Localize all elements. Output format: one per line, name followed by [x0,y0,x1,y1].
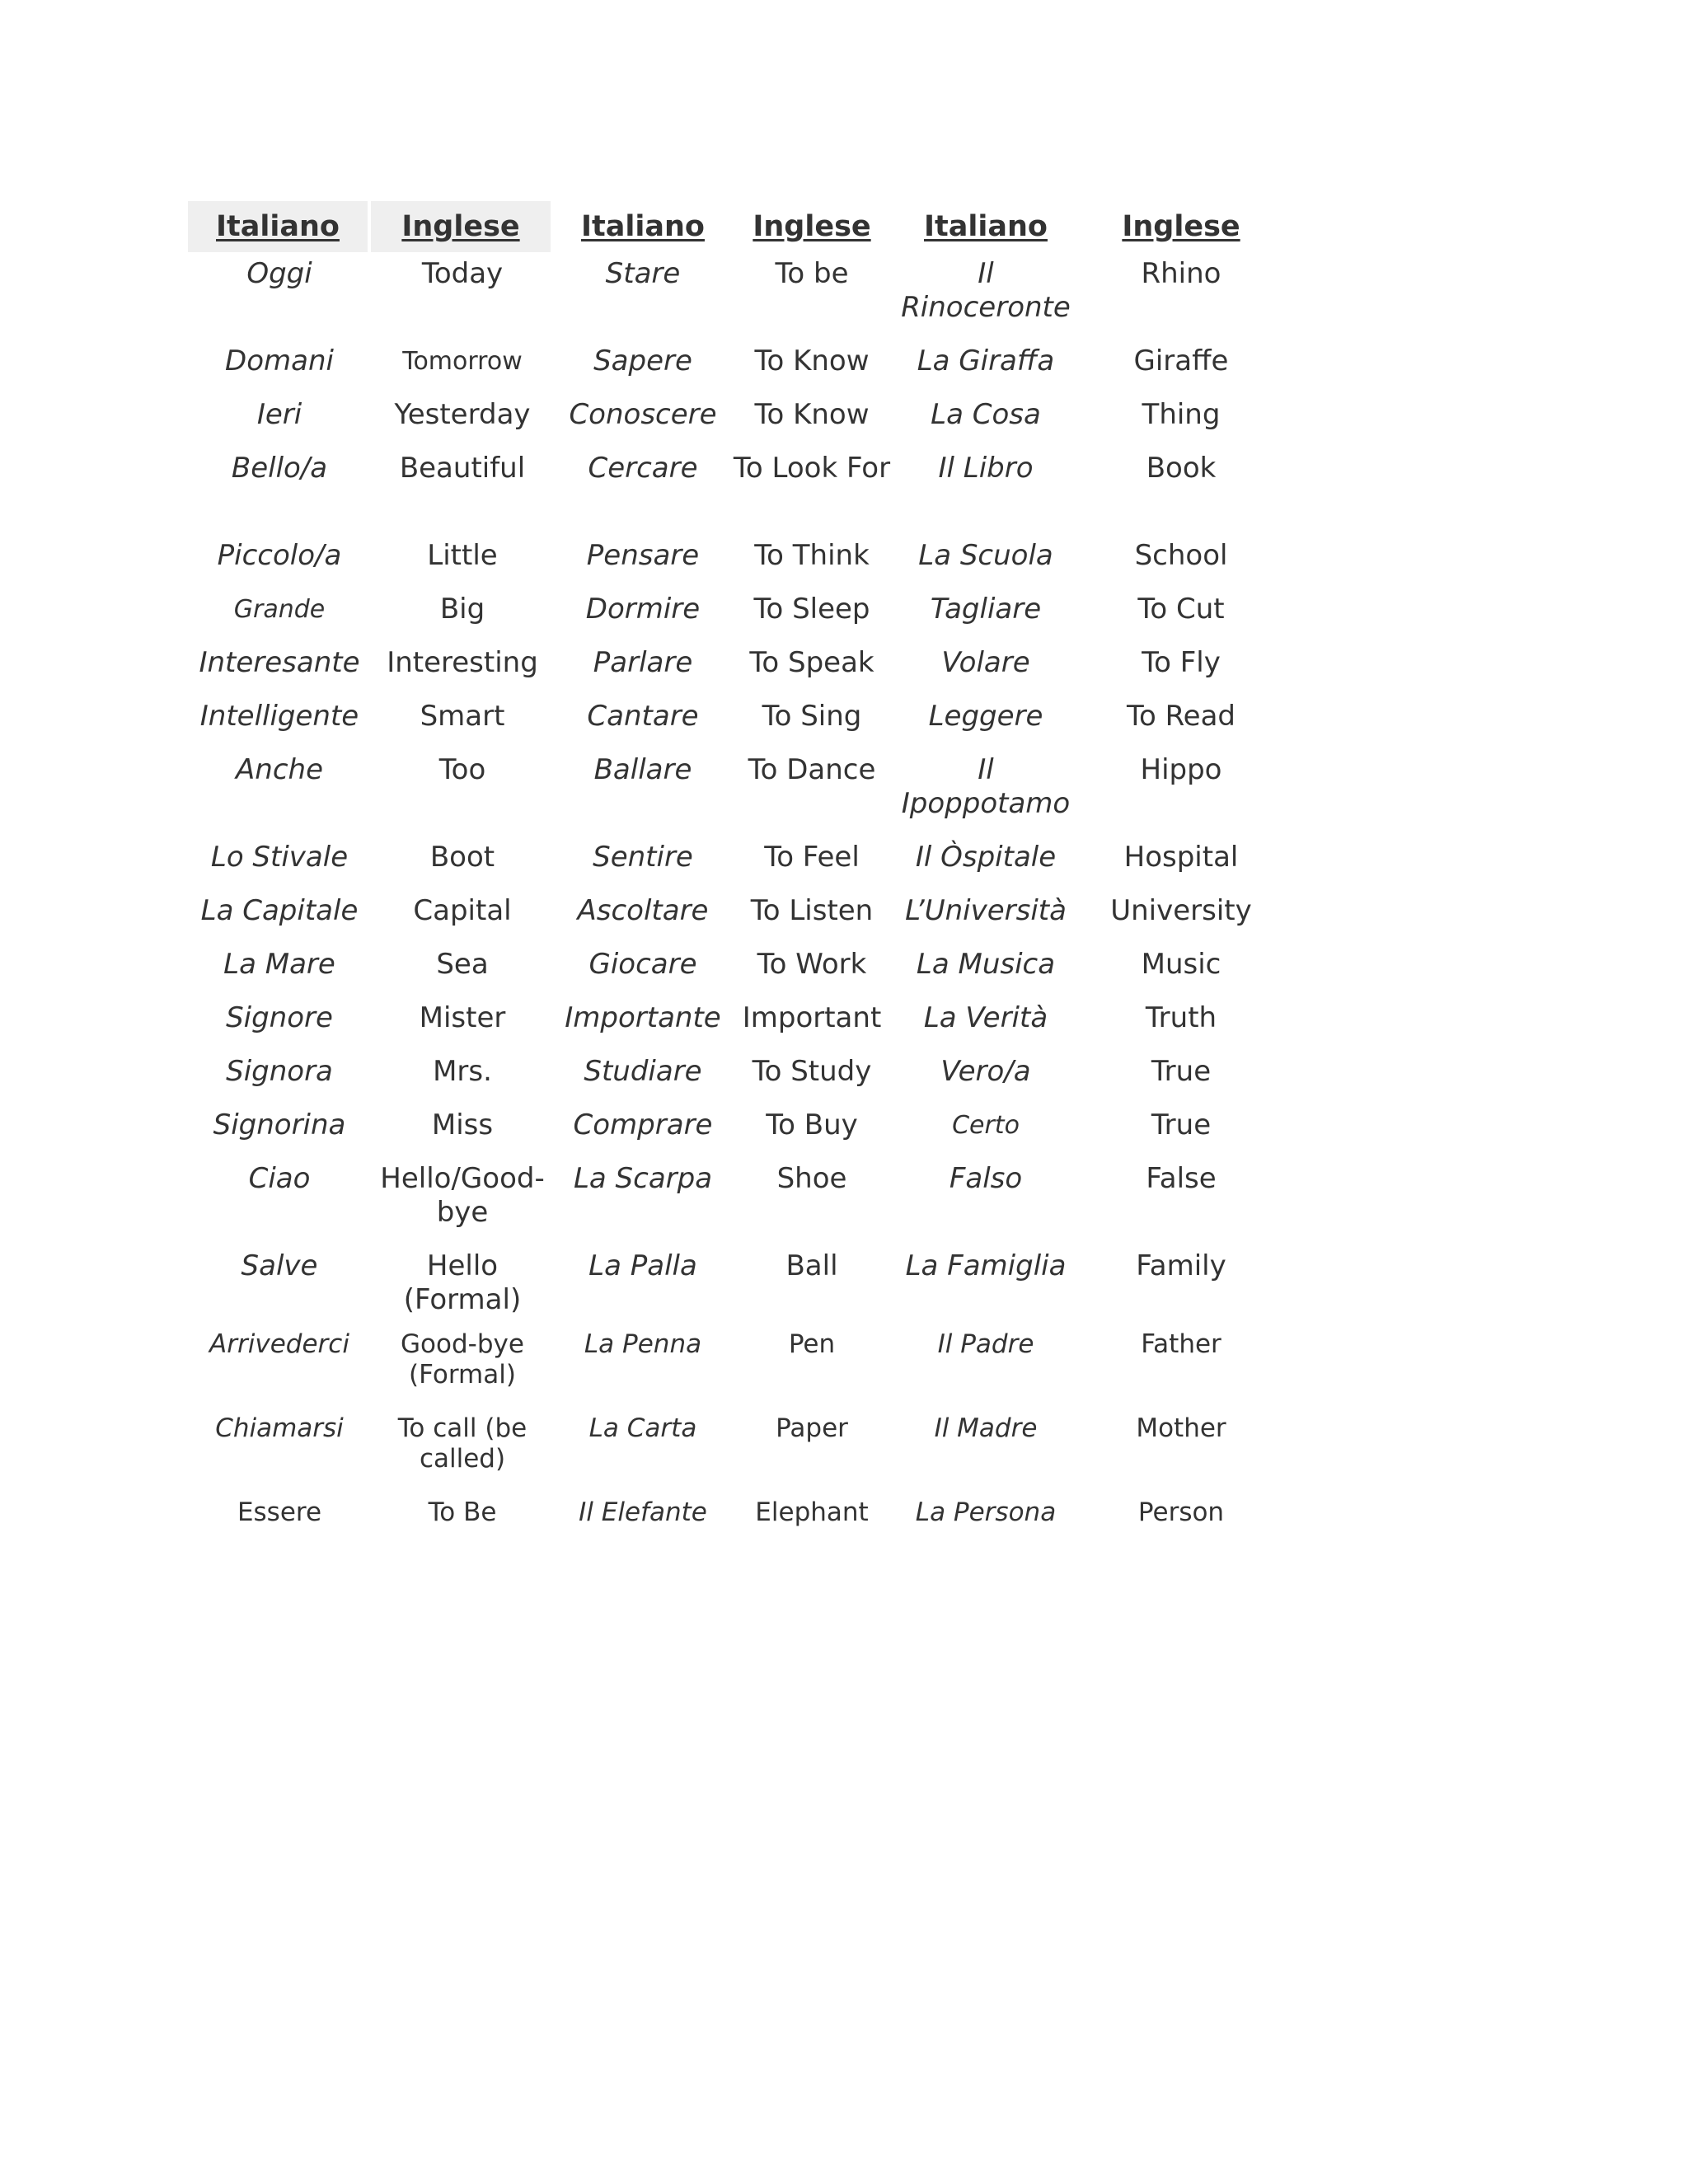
english-word-cell: Sea [436,948,489,981]
italian-word-cell: Il Madre [934,1413,1038,1443]
italian-word-cell: La Mare [223,948,335,981]
english-word-cell: Thing [1142,398,1221,431]
italian-word-cell: Anche [236,753,323,786]
italian-word-cell: Falso [949,1162,1023,1195]
italian-word-cell: Salve [241,1249,318,1282]
italian-word-cell: Ciao [248,1162,311,1195]
english-word-cell: Interesting [387,646,538,679]
table-row [188,393,1282,447]
header-inglese-2: Inglese [753,210,871,243]
italian-word-cell: Pensare [586,539,700,572]
table-row [188,588,1282,641]
english-word-cell: Giraffe [1133,344,1229,377]
english-word-cell: Paper [776,1413,848,1443]
italian-word-cell: Bello/a [231,452,328,485]
table-row [188,1050,1282,1104]
english-word-cell: Mrs. [433,1055,492,1088]
english-word-cell: To call (be called) [397,1413,528,1474]
italian-word-cell: Importante [565,1001,721,1034]
italian-word-cell: La Cosa [931,398,1041,431]
italian-word-cell: Conoscere [569,398,717,431]
english-word-cell: Book [1146,452,1217,485]
table-row [188,534,1282,588]
italian-word-cell: Parlare [593,646,693,679]
english-word-cell: To Speak [749,646,874,679]
italian-word-cell: La Capitale [200,894,359,927]
english-word-cell: To Buy [766,1108,858,1141]
english-word-cell: Boot [429,841,495,874]
italian-word-cell: Volare [941,646,1030,679]
english-word-cell: Miss [431,1108,494,1141]
english-word-cell: To be [775,257,849,290]
table-row [188,943,1282,996]
italian-word-cell: Giocare [588,948,697,981]
english-word-cell: School [1134,539,1228,572]
italian-word-cell: Studiare [584,1055,702,1088]
english-word-cell: To Read [1126,700,1236,733]
italian-word-cell: Ieri [256,398,302,431]
english-word-cell: Father [1141,1329,1221,1359]
italian-word-cell: Il Rinoceronte [901,257,1071,324]
italian-word-cell: Il Libro [938,452,1034,485]
italian-word-cell: Signora [226,1055,333,1088]
italian-word-cell: La Scuola [918,539,1053,572]
italian-word-cell: Grande [233,595,326,624]
english-word-cell: True [1151,1055,1212,1088]
italian-word-cell: Ascoltare [577,894,709,927]
english-word-cell: Music [1141,948,1221,981]
english-word-cell: Yesterday [394,398,531,431]
italian-word-cell: Il Padre [937,1329,1034,1359]
italian-word-cell: Domani [225,344,334,377]
english-word-cell: Good-bye (Formal) [401,1329,524,1390]
english-word-cell: Capital [413,894,512,927]
english-word-cell: True [1151,1108,1212,1141]
english-word-cell: Important [742,1001,882,1034]
table-row [188,340,1282,393]
english-word-cell: Pen [788,1329,836,1359]
table-body [188,252,1282,1547]
english-word-cell: Ball [785,1249,838,1282]
italian-word-cell: Intelligente [199,700,359,733]
italian-word-cell: Arrivederci [209,1329,349,1359]
english-word-cell: Today [421,257,504,290]
italian-word-cell: Interesante [199,646,360,679]
header-inglese-3: Inglese [1122,210,1240,243]
italian-word-cell: L’Università [905,894,1067,927]
english-word-cell: To Think [754,539,870,572]
italian-word-cell: Essere [237,1497,322,1527]
english-word-cell: To Cut [1137,593,1225,626]
english-word-cell: University [1110,894,1252,927]
english-word-cell: Truth [1145,1001,1217,1034]
english-word-cell: Big [439,593,485,626]
header-italiano-1: Italiano [188,201,371,252]
english-word-cell: To Feel [764,841,860,874]
english-word-cell: False [1146,1162,1217,1195]
italian-word-cell: Leggere [928,700,1043,733]
header-italiano-2: Italiano [581,210,705,243]
english-word-cell: Person [1137,1497,1225,1527]
english-word-cell: Hippo [1140,753,1222,786]
table-row [188,1244,1282,1324]
italian-word-cell: Sentire [593,841,693,874]
italian-word-cell: Ballare [593,753,692,786]
italian-word-cell: Certo [952,1111,1020,1140]
english-word-cell: Shoe [776,1162,847,1195]
english-word-cell: Beautiful [399,452,526,485]
italian-word-cell: Cercare [588,452,698,485]
english-word-cell: To Work [757,948,867,981]
english-word-cell: Family [1136,1249,1226,1282]
header-italiano-3: Italiano [924,210,1048,243]
table-row [188,1493,1282,1547]
italian-word-cell: Stare [605,257,681,290]
english-word-cell: To Study [752,1055,872,1088]
english-word-cell: To Sleep [753,593,870,626]
table-row [188,1408,1282,1493]
table-row [188,996,1282,1050]
english-word-cell: Rhino [1141,257,1221,290]
table-row [188,252,1282,340]
italian-word-cell: Il Òspitale [915,841,1057,874]
table-row [188,748,1282,836]
italian-word-cell: La Carta [588,1413,697,1443]
table-row [188,695,1282,748]
english-word-cell: Too [438,753,486,786]
italian-word-cell: La Palla [588,1249,697,1282]
italian-word-cell: La Verità [923,1001,1048,1034]
italian-word-cell: La Musica [916,948,1056,981]
italian-word-cell: Piccolo/a [217,539,342,572]
header-inglese-1: Inglese [371,201,554,252]
italian-word-cell: Cantare [587,700,699,733]
vocabulary-table [188,201,1282,1547]
table-row [188,1104,1282,1157]
italian-word-cell: Lo Stivale [210,841,349,874]
english-word-cell: To Know [754,344,870,377]
italian-word-cell: Vero/a [940,1055,1031,1088]
table-row [188,1324,1282,1408]
english-word-cell: To Sing [762,700,862,733]
italian-word-cell: Comprare [573,1108,713,1141]
italian-word-cell: Signore [226,1001,333,1034]
english-word-cell: To Dance [748,753,876,786]
italian-word-cell: La Scarpa [573,1162,713,1195]
table-row [188,1157,1282,1244]
italian-word-cell: La Famiglia [905,1249,1067,1282]
english-word-cell: Hello/Good-bye [380,1162,545,1229]
italian-word-cell: Il Ipoppotamo [901,753,1071,820]
english-word-cell: Mister [419,1001,506,1034]
table-row [188,447,1282,534]
italian-word-cell: Sapere [593,344,692,377]
italian-word-cell: La Penna [584,1329,702,1359]
header-row [188,201,1282,252]
english-word-cell: Mother [1136,1413,1226,1443]
table-row [188,836,1282,889]
italian-word-cell: La Persona [915,1497,1057,1527]
english-word-cell: To Know [754,398,870,431]
english-word-cell: Little [427,539,498,572]
table-row [188,889,1282,943]
italian-word-cell: Oggi [246,257,312,290]
english-word-cell: To Fly [1142,646,1221,679]
english-word-cell: Smart [420,700,505,733]
table-row [188,641,1282,695]
english-word-cell: To Look For [733,452,891,485]
english-word-cell: Elephant [755,1497,869,1527]
english-word-cell: To Listen [750,894,874,927]
italian-word-cell: Dormire [585,593,701,626]
italian-word-cell: Signorina [213,1108,346,1141]
italian-word-cell: La Giraffa [917,344,1055,377]
english-word-cell: Tomorrow [402,347,523,376]
english-word-cell: To Be [428,1497,497,1527]
english-word-cell: Hello (Formal) [403,1249,522,1316]
italian-word-cell: Tagliare [930,593,1042,626]
italian-word-cell: Il Elefante [579,1497,707,1527]
italian-word-cell: Chiamarsi [215,1413,344,1443]
english-word-cell: Hospital [1123,841,1239,874]
